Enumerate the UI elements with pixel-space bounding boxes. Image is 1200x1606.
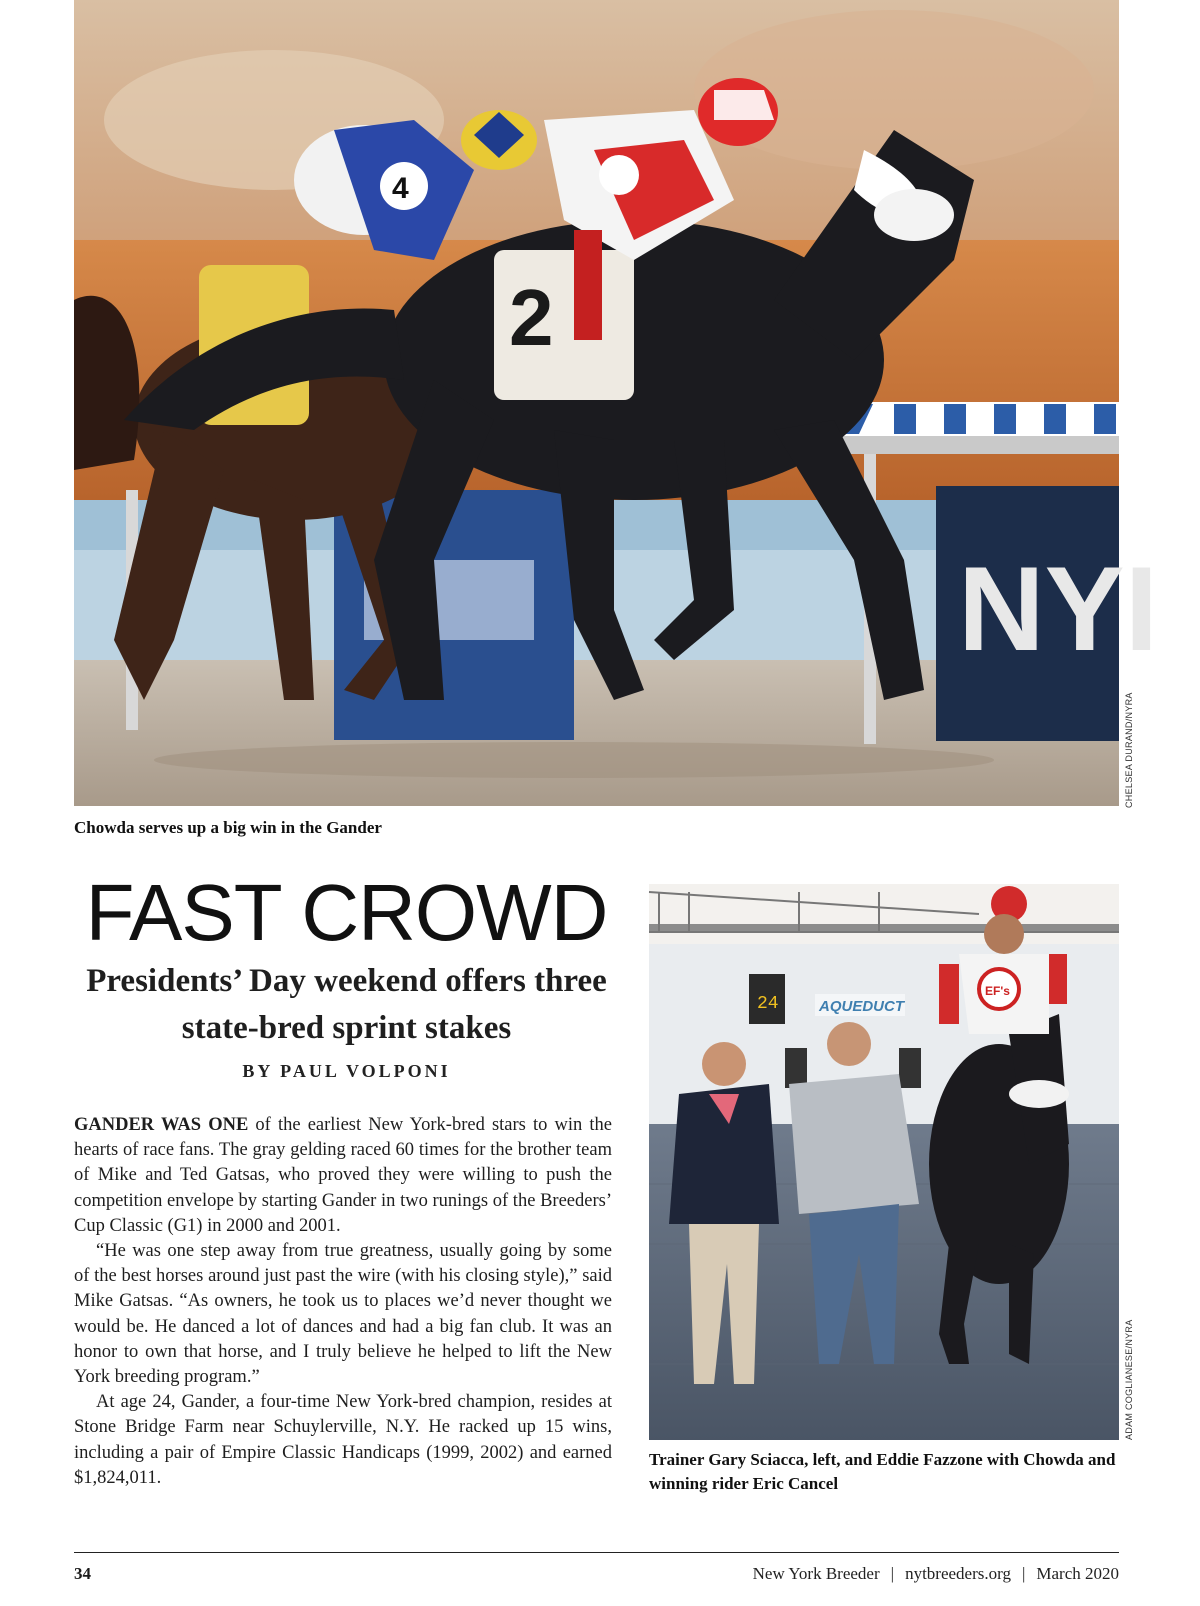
hero-photo-credit: CHELSEA DURAND/NYRA: [1124, 692, 1134, 808]
footer-separator: |: [1021, 1564, 1026, 1583]
website-link[interactable]: nytbreeders.org: [905, 1564, 1011, 1583]
lead-in: GANDER WAS ONE: [74, 1115, 249, 1135]
publication-name: New York Breeder: [752, 1564, 880, 1583]
issue-date: March 2020: [1036, 1564, 1119, 1583]
body-paragraph: “He was one step away from true greatness, usually going by some of the best horses around just past the wire (with his closing style),” said Mike Gatsas. “As owners, he took us to places we’d never thought we would be. He danced a lot of dances and had a big fan club. It was an honor to own that horse, and I truly believe he helped to lift the New York breeding program.”: [74, 1241, 612, 1388]
aqueduct-sign-text: AQUEDUCT: [819, 998, 904, 1015]
silks-logo-text: EF's: [985, 984, 1010, 998]
winner-photo-caption: Trainer Gary Sciacca, left, and Eddie Fazzone with Chowda and winning rider Eric Cancel: [649, 1450, 1116, 1493]
paragraph-1-text: of the earliest New York-bred stars to win the hearts of race fans. The gray gelding raced 60 times for the brother team of Mike and Ted Gatsas, who proved they were willing to push the competition envelope by starting Gander in two runings of the Breeders’ Cup Classic (G1) in 2000 and 2001.: [74, 1115, 612, 1236]
body-paragraph: At age 24, Gander, a four-time New York-bred champion, resides at Stone Bridge Farm near Schuylerville, N.Y. He racked up 15 wins, including a pair of Empire Classic Handicaps (1999, 2002) and earned $1,824,011.: [74, 1392, 612, 1488]
footer-publication-info: [753, 1564, 1119, 1584]
article-body: [74, 1113, 612, 1491]
saddle-cloth-number: 2: [509, 273, 554, 362]
footer-separator: |: [890, 1564, 895, 1583]
footer-divider: [74, 1552, 1119, 1553]
body-paragraph: [74, 1113, 612, 1239]
tote-board-text: 24: [757, 994, 779, 1014]
winner-circle-photo: [649, 884, 1119, 1440]
winner-photo-credit: ADAM COGLIANESE/NYRA: [1124, 1319, 1134, 1440]
page-number: 34: [74, 1564, 91, 1583]
article-deck: Presidents’ Day weekend offers three state-bred sprint stakes: [86, 963, 607, 1046]
article-headline: FAST CROWD: [85, 868, 608, 957]
article-byline: BY PAUL VOLPONI: [242, 1061, 451, 1081]
nyra-sign-text: NYI: [958, 542, 1159, 676]
rival-number: 4: [392, 172, 409, 205]
hero-photo-caption: Chowda serves up a big win in the Gander: [74, 818, 382, 837]
